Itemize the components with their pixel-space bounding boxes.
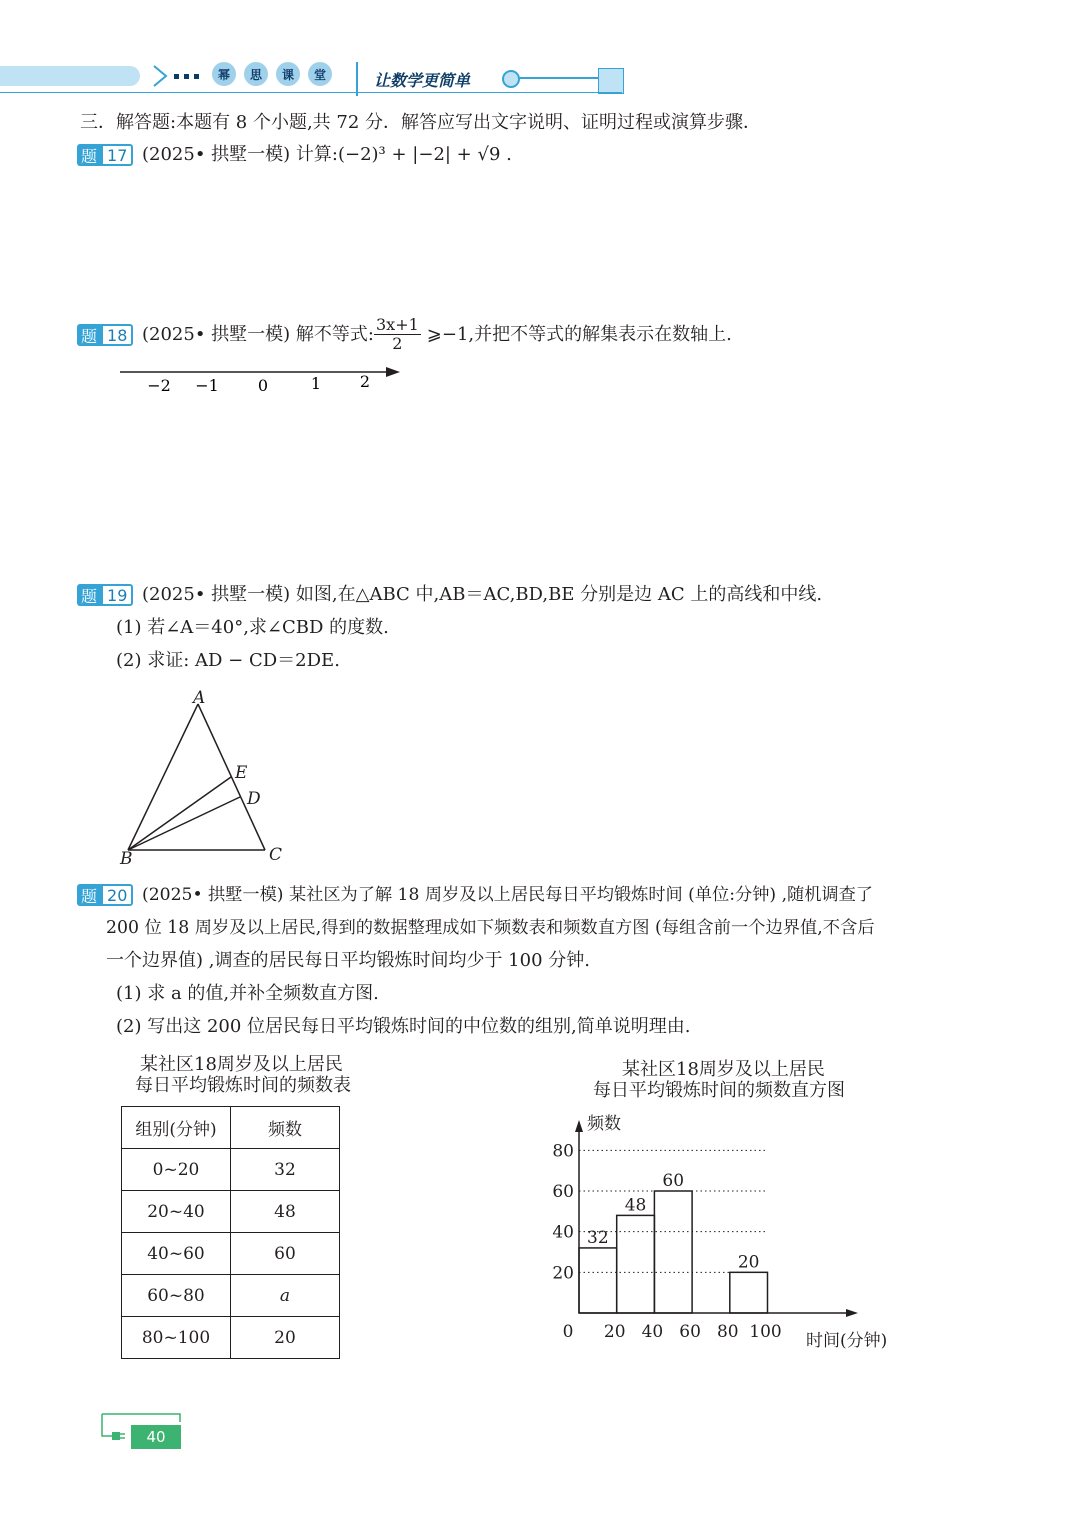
q18-text-before: (2025• 拱墅一模) 解不等式: [142, 323, 374, 345]
chart-title-line2: 每日平均锻炼时间的频数直方图 [593, 1080, 845, 1101]
q18-text-after: ⩾−1,并把不等式的解集表示在数轴上. [426, 323, 732, 345]
histogram-bar [617, 1215, 655, 1313]
x-axis-label: 时间(分钟) [806, 1331, 888, 1351]
badge-label: 题 [77, 324, 101, 346]
bar-data-label: 32 [587, 1227, 609, 1248]
point-label-d: D [247, 789, 261, 809]
x-axis-arrow-icon [846, 1309, 858, 1317]
segment-bd [128, 797, 240, 850]
point-label-e: E [235, 763, 248, 783]
question-badge-19 [77, 584, 133, 606]
q17-text: (2025• 拱墅一模) 计算:(−2)³ + |−2| + √9 . [142, 144, 512, 165]
point-label-c: C [269, 845, 283, 865]
y-axis-label: 频数 [587, 1114, 621, 1134]
x-tick-label: 40 [641, 1322, 664, 1342]
header-end-block [598, 68, 624, 94]
bar-data-label: 60 [662, 1171, 685, 1191]
y-tick-label: 60 [552, 1182, 574, 1202]
table-header-frequency: 频数 [231, 1107, 340, 1149]
bar-data-label: 48 [624, 1195, 647, 1216]
table-cell-group: 0~20 [122, 1149, 231, 1191]
histogram-bar [654, 1191, 692, 1313]
header-underline [0, 92, 622, 93]
table-title-line1: 某社区18周岁及以上居民 [140, 1054, 343, 1075]
question-badge-20 [77, 884, 133, 906]
chart-title-line1: 某社区18周岁及以上居民 [622, 1059, 825, 1080]
q19-text: (2025• 拱墅一模) 如图,在△ABC 中,AB＝AC,BD,BE 分别是边 AC 上的高线和中线. [142, 584, 823, 605]
table-cell-frequency: 48 [231, 1191, 340, 1233]
header-bar [0, 66, 140, 86]
table-cell-group: 80~100 [122, 1317, 231, 1359]
table-row [122, 1149, 340, 1191]
page-number: 40 [131, 1425, 181, 1449]
header-brand-char-3: 课 [276, 62, 300, 86]
histogram-bar [730, 1272, 768, 1313]
y-tick-label: 80 [552, 1141, 574, 1162]
q20-line3: 一个边界值) ,调查的居民每日平均锻炼时间均少于 100 分钟. [106, 950, 590, 971]
question-badge-17 [77, 144, 133, 166]
q18-fraction [374, 316, 421, 353]
point-label-b: B [120, 849, 133, 869]
badge-label: 题 [77, 144, 101, 166]
q19-part2: (2) 求证: AD − CD＝2DE. [116, 650, 340, 671]
header-brand-char-2: 思 [244, 62, 268, 86]
badge-label: 题 [77, 584, 101, 606]
table-cell-group: 40~60 [122, 1233, 231, 1275]
badge-number: 20 [101, 884, 133, 906]
number-line-label: −2 [147, 376, 171, 395]
y-tick-label: 40 [552, 1222, 574, 1243]
q20-part1: (1) 求 a 的值,并补全频数直方图. [116, 983, 379, 1004]
header-slogan: 让数学更简单 [374, 71, 471, 90]
y-tick-label: 20 [552, 1263, 574, 1284]
x-tick-label: 0 [562, 1322, 574, 1342]
q19-part1: (1) 若∠A＝40°,求∠CBD 的度数. [116, 617, 389, 638]
table-cell-frequency: 60 [231, 1233, 340, 1275]
table-row [122, 1191, 340, 1233]
header-brand-char-4: 堂 [308, 62, 332, 86]
segment-be [128, 777, 231, 850]
q18-fraction-denominator: 2 [392, 334, 403, 353]
number-line-label: 2 [359, 372, 371, 391]
table-cell-frequency: 20 [231, 1317, 340, 1359]
q20-part2: (2) 写出这 200 位居民每日平均锻炼时间的中位数的组别,简单说明理由. [116, 1016, 691, 1037]
histogram-chart [540, 1108, 910, 1358]
number-line-arrow-icon [386, 367, 400, 377]
table-cell-group: 60~80 [122, 1275, 231, 1317]
header-arrow-icon [150, 64, 210, 88]
badge-number: 18 [101, 324, 133, 346]
x-tick-label: 100 [749, 1322, 782, 1342]
q20-line2: 200 位 18 周岁及以上居民,得到的数据整理成如下频数表和频数直方图 (每组含前一个边界值,不含后 [106, 918, 875, 938]
y-axis-arrow-icon [575, 1120, 583, 1132]
number-line-label: 0 [257, 376, 269, 395]
header-brand-char-1: 幂 [212, 62, 236, 86]
table-title-line2: 每日平均锻炼时间的频数表 [135, 1075, 351, 1096]
x-tick-label: 20 [603, 1322, 626, 1342]
table-cell-frequency: 32 [231, 1149, 340, 1191]
badge-number: 17 [101, 144, 133, 166]
histogram-bar [579, 1248, 617, 1313]
header-line [518, 77, 598, 79]
q18-text [142, 316, 732, 353]
table-cell-group: 20~40 [122, 1191, 231, 1233]
table-header-row [122, 1107, 340, 1149]
triangle-figure [110, 684, 310, 874]
table-row [122, 1233, 340, 1275]
number-line [118, 360, 408, 400]
header-divider [356, 62, 358, 96]
table-cell-frequency: a [231, 1275, 340, 1317]
x-tick-label: 80 [716, 1322, 739, 1342]
header-circle-ornament [502, 70, 520, 88]
bar-data-label: 20 [737, 1252, 760, 1273]
frequency-table [121, 1106, 340, 1359]
badge-label: 题 [77, 884, 101, 906]
table-row [122, 1317, 340, 1359]
number-line-label: −1 [195, 376, 219, 395]
badge-number: 19 [101, 584, 133, 606]
segment-ac [198, 704, 265, 850]
q18-fraction-numerator: 3x+1 [375, 315, 419, 334]
point-label-a: A [193, 688, 206, 708]
x-tick-label: 60 [679, 1322, 701, 1342]
segment-ab [128, 704, 198, 850]
table-row [122, 1275, 340, 1317]
table-header-group: 组别(分钟) [122, 1107, 231, 1149]
q20-line1: (2025• 拱墅一模) 某社区为了解 18 周岁及以上居民每日平均锻炼时间 (单位:分钟) ,随机调查了 [142, 885, 873, 905]
section-title: 三．解答题:本题有 8 个小题,共 72 分．解答应写出文字说明、证明过程或演算步骤． [80, 112, 762, 133]
number-line-label: 1 [310, 374, 322, 393]
question-badge-18 [77, 324, 133, 346]
